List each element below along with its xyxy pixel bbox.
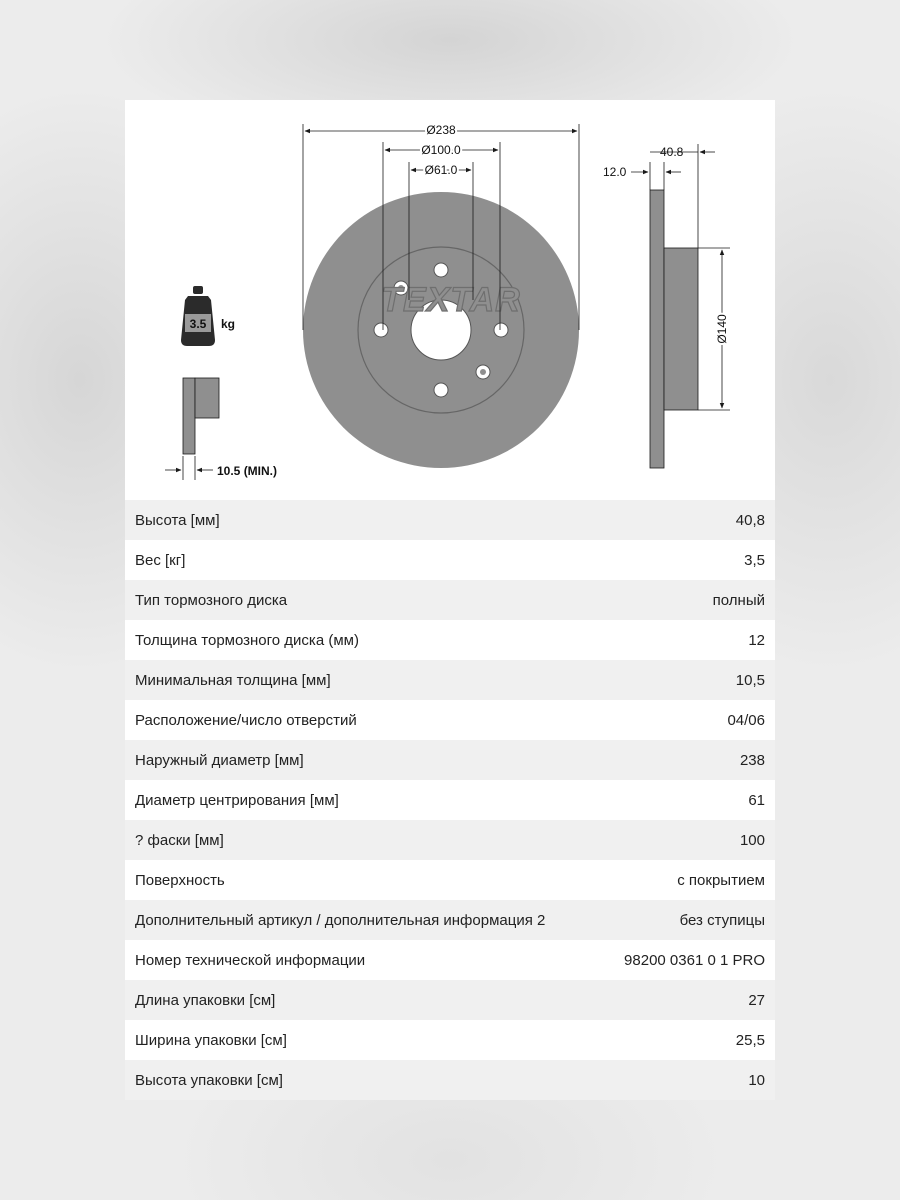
- spec-label: Длина упаковки [см]: [135, 991, 276, 1009]
- brand-logo: TEXTAR: [381, 281, 521, 319]
- spec-row: [125, 500, 775, 540]
- spec-row: [125, 740, 775, 780]
- spec-row: [125, 540, 775, 580]
- spec-row: [125, 1020, 775, 1060]
- spec-row: [125, 820, 775, 860]
- outer-diameter-label: Ø238: [426, 123, 456, 137]
- spec-row: [125, 1060, 775, 1100]
- spec-value: 100: [739, 831, 765, 849]
- spec-value: 04/06: [727, 711, 765, 729]
- disc-side-hub: [664, 248, 698, 410]
- spec-row: [125, 860, 775, 900]
- spec-row: [125, 700, 775, 740]
- spec-value: 12: [748, 631, 765, 649]
- spec-label: Наружный диаметр [мм]: [135, 751, 304, 769]
- spec-value: 61: [748, 791, 765, 809]
- spec-label: Толщина тормозного диска (мм): [135, 631, 359, 649]
- spec-label: Расположение/число отверстий: [135, 711, 357, 729]
- disc-side-view: [603, 144, 730, 468]
- spec-value: 3,5: [744, 551, 765, 569]
- center-diameter-label: Ø61.0: [424, 163, 458, 177]
- weight-unit: kg: [221, 317, 236, 331]
- spec-label: Дополнительный артикул / дополнительная информация 2: [135, 911, 546, 929]
- brake-disc-drawing: [125, 100, 775, 500]
- hub-diameter-label: Ø140: [715, 314, 729, 344]
- min-thickness-diagram: [165, 378, 277, 480]
- spec-label: Поверхность: [135, 871, 225, 889]
- spec-label: Диаметр центрирования [мм]: [135, 791, 339, 809]
- weight-icon: [181, 286, 235, 346]
- spec-value: 98200 0361 0 1 PRO: [624, 951, 765, 969]
- bolt-hole: [434, 383, 448, 397]
- min-thickness-label: 10.5 (MIN.): [217, 464, 278, 478]
- spec-row: [125, 940, 775, 980]
- bolt-hole: [434, 263, 448, 277]
- pcd-diameter-label: Ø100.0: [421, 143, 461, 157]
- spec-label: Высота упаковки [см]: [135, 1071, 283, 1089]
- height-label: 40.8: [660, 145, 684, 159]
- disc-side-plate: [650, 190, 664, 468]
- spec-value: 25,5: [735, 1031, 765, 1049]
- thickness-label: 12.0: [603, 165, 627, 179]
- spec-row: [125, 780, 775, 820]
- spec-value: 10,5: [735, 671, 765, 689]
- spec-label: Минимальная толщина [мм]: [135, 671, 331, 689]
- spec-label: Высота [мм]: [135, 511, 220, 529]
- spec-label: ? фаски [мм]: [135, 831, 224, 849]
- spec-label: Номер технической информации: [135, 951, 366, 969]
- spec-value: 10: [748, 1071, 765, 1089]
- spec-row: [125, 620, 775, 660]
- spec-value: 40,8: [735, 511, 765, 529]
- spec-value: 238: [739, 751, 765, 769]
- spec-row: [125, 660, 775, 700]
- spec-row: [125, 980, 775, 1020]
- spec-value: полный: [712, 591, 765, 609]
- disc-front-view: [303, 192, 579, 468]
- spec-row: [125, 900, 775, 940]
- spec-row: [125, 580, 775, 620]
- spec-label: Ширина упаковки [см]: [135, 1031, 287, 1049]
- spec-value: 27: [748, 991, 765, 1009]
- spec-label: Тип тормозного диска: [135, 591, 288, 609]
- product-card: [125, 100, 775, 1100]
- bolt-hole-inner: [480, 369, 486, 375]
- spec-value: с покрытием: [677, 871, 765, 889]
- bolt-hole: [494, 323, 508, 337]
- specifications-table: [125, 500, 775, 1100]
- spec-label: Вес [кг]: [135, 551, 186, 569]
- spec-value: без ступицы: [679, 911, 765, 929]
- weight-value: 3.5: [189, 317, 207, 331]
- bolt-hole: [374, 323, 388, 337]
